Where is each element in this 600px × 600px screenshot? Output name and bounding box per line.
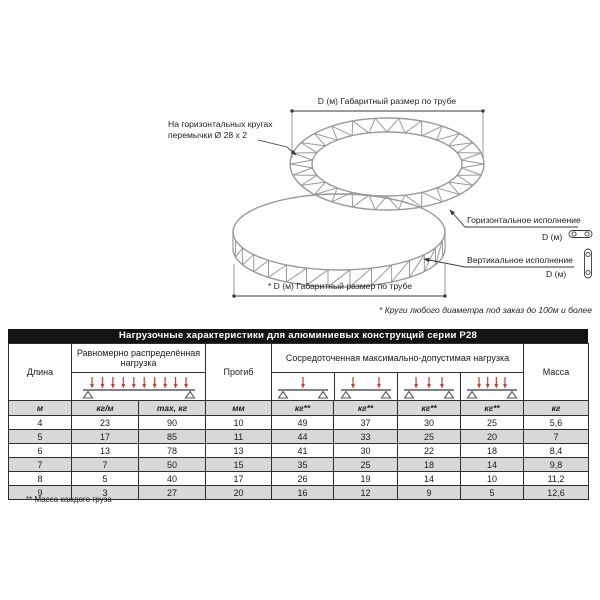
table-cell: 18: [461, 444, 524, 458]
table-cell: 17: [72, 430, 139, 444]
horizontal-version-label: Горизонтальное исполнение: [467, 215, 581, 225]
dimension-label-bottom: * D (м) Габаритный размер по трубе: [267, 281, 413, 291]
table-row: [9, 416, 589, 430]
table-cell: 35: [272, 458, 334, 472]
table-cell: 5,6: [524, 416, 589, 430]
dimension-end-dot: [290, 109, 293, 112]
load-table-section: [8, 329, 588, 500]
unit-cell: кг**: [461, 401, 524, 416]
unit-cell: кг/м: [72, 401, 139, 416]
table-cell: 22: [398, 444, 461, 458]
table-cell: 17: [206, 472, 272, 486]
table-cell: 44: [272, 430, 334, 444]
dimension-label-top: D (м) Габаритный размер по трубе: [317, 96, 457, 106]
table-cell: 8,4: [524, 444, 589, 458]
table-row: [9, 430, 589, 444]
table-cell: 40: [139, 472, 206, 486]
table-cell: 41: [272, 444, 334, 458]
point-load-diagram-1: [276, 374, 330, 399]
table-cell: 18: [398, 458, 461, 472]
col-header-length: Длина: [9, 344, 72, 401]
load-characteristics-table: [8, 343, 589, 500]
table-cell: 50: [139, 458, 206, 472]
vertical-version-label: Вертикальное исполнение: [467, 255, 573, 265]
table-cell: 11,2: [524, 472, 589, 486]
unit-cell: кг**: [272, 401, 334, 416]
table-title-bar: Нагрузочные характеристики для алюминиевых конструкций серии Р28: [8, 329, 588, 343]
table-cell: 7: [72, 458, 139, 472]
dimension-end-dot: [443, 294, 446, 297]
table-cell: 5: [9, 430, 72, 444]
table-cell: 12,6: [524, 486, 589, 500]
table-cell: 20: [461, 430, 524, 444]
table-cell: 19: [334, 472, 398, 486]
table-row: [9, 472, 589, 486]
horizontal-truss-icon: [569, 231, 592, 238]
table-cell: 30: [398, 416, 461, 430]
table-cell: 27: [139, 486, 206, 500]
col-header-mass: Масса: [524, 344, 589, 401]
unit-cell: кг**: [334, 401, 398, 416]
table-cell: 3: [72, 486, 139, 500]
table-cell: 12: [334, 486, 398, 500]
table-cell: 15: [206, 458, 272, 472]
table-cell: 4: [9, 416, 72, 430]
table-cell: 6: [9, 444, 72, 458]
mass-footnote: ** Масса каждого груза: [26, 495, 112, 504]
unit-cell: мм: [206, 401, 272, 416]
col-header-uniform-load: Равномерно распределённая нагрузка: [72, 344, 206, 401]
point-load-diagram-4: [465, 374, 519, 399]
bridges-callout-line1: На горизонтальных кругах: [168, 119, 273, 129]
col-header-deflection: Прогиб: [206, 344, 272, 401]
custom-order-note: * Круги любого диаметра под заказ до 100м и более: [378, 305, 592, 315]
table-cell: 7: [524, 430, 589, 444]
uniform-load-diagram: [81, 374, 197, 399]
table-cell: 49: [272, 416, 334, 430]
table-cell: 7: [9, 458, 72, 472]
table-cell: 14: [461, 458, 524, 472]
table-cell: 10: [206, 416, 272, 430]
col-header-concentrated-load: Сосредоточенная максимально-допустимая нагрузка: [272, 344, 524, 401]
table-cell: 85: [139, 430, 206, 444]
table-cell: 26: [272, 472, 334, 486]
bridges-callout-line2: перемычки Ø 28 x 2: [168, 130, 247, 140]
units-row: [9, 401, 589, 416]
table-cell: 23: [72, 416, 139, 430]
table-cell: 9,8: [524, 458, 589, 472]
point-load-diagram-2: [339, 374, 393, 399]
table-cell: 90: [139, 416, 206, 430]
table-cell: 16: [272, 486, 334, 500]
unit-cell: кг**: [398, 401, 461, 416]
table-row: [9, 444, 589, 458]
table-cell: 9: [398, 486, 461, 500]
point-load-diagram-3: [402, 374, 456, 399]
unit-cell: max, кг: [139, 401, 206, 416]
table-cell: 30: [334, 444, 398, 458]
table-cell: 25: [461, 416, 524, 430]
table-cell: 5: [461, 486, 524, 500]
table-cell: 37: [334, 416, 398, 430]
unit-cell: м: [9, 401, 72, 416]
table-row: [9, 458, 589, 472]
bridges-leader-line: [258, 140, 296, 155]
table-cell: 13: [72, 444, 139, 458]
table-cell: 78: [139, 444, 206, 458]
horizontal-diameter-label: D (м): [542, 232, 563, 242]
header-row: [9, 344, 589, 401]
table-cell: 8: [9, 472, 72, 486]
table-cell: 25: [334, 458, 398, 472]
dimension-end-dot: [481, 109, 484, 112]
table-cell: 10: [461, 472, 524, 486]
vertical-truss-icon: [585, 249, 592, 278]
table-cell: 13: [206, 444, 272, 458]
table-cell: 14: [398, 472, 461, 486]
table-cell: 20: [206, 486, 272, 500]
table-cell: 5: [72, 472, 139, 486]
table-cell: 9: [9, 486, 72, 500]
table-cell: 25: [398, 430, 461, 444]
table-cell: 33: [334, 430, 398, 444]
table-cell: 11: [206, 430, 272, 444]
vertical-diameter-label: D (м): [546, 269, 567, 279]
unit-cell: кг: [524, 401, 589, 416]
dimension-end-dot: [232, 294, 235, 297]
